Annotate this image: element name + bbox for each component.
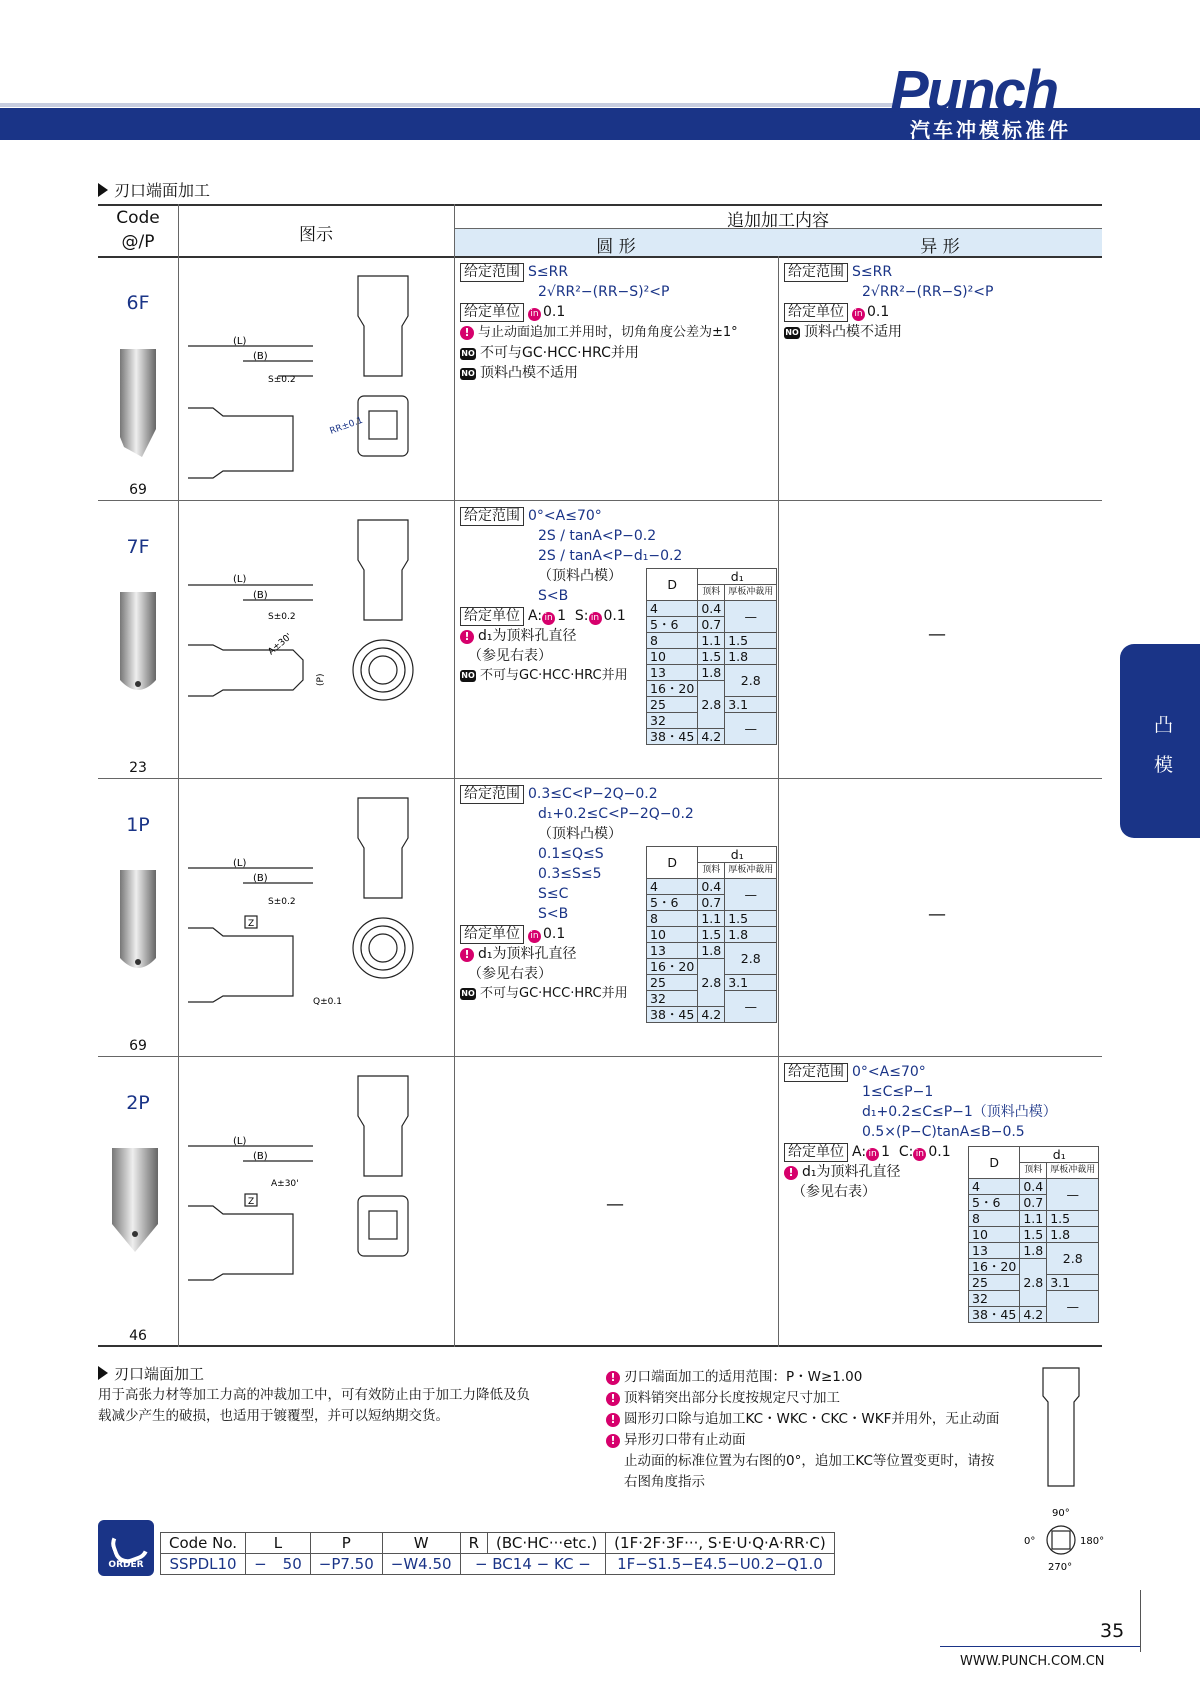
dim-label: (L) [233, 336, 247, 347]
drawing-6f [183, 266, 451, 498]
row-num: 46 [129, 1328, 147, 1344]
d1-header: D [969, 1147, 1020, 1179]
d1-table [968, 1146, 1099, 1323]
order-table [160, 1532, 835, 1575]
svg-text:S±0.2: S±0.2 [268, 612, 296, 622]
svg-text:(L): (L) [233, 574, 247, 585]
section-title: 刃口端面加工 [98, 178, 210, 201]
d1-row: 8 1.1 1.5 [647, 633, 777, 649]
cell-6f-round: 给定范围 S≤RR 2√RR²−(RR−S)²<P 给定单位 in 0.1 ! 与止动面追加工并用时，切角角度公差为±1° NO 不可与GC·HCC·HRC并用 NO 顶料凸模不适用 [461, 264, 738, 381]
d1-row: 16・20 2.8 [647, 681, 777, 697]
punch-photo [112, 1148, 162, 1258]
header-stripe [0, 103, 900, 107]
side-tab[interactable]: 凸 模 [1120, 644, 1200, 838]
d1-row: 13 1.8 2.8 [647, 943, 777, 959]
d1-row: 4 0.4 — [647, 601, 777, 617]
d1-row: 16・20 2.8 [647, 959, 777, 975]
d1-row: 16・20 2.8 [969, 1259, 1099, 1275]
table-rule [98, 1056, 1102, 1057]
svg-text:270°: 270° [1048, 1562, 1073, 1573]
d1-row: 8 1.1 1.5 [969, 1211, 1099, 1227]
row-code: 7F [126, 536, 150, 558]
d1-row: 38・45 4.2 [647, 1007, 777, 1023]
d1-header: 厚板冲裁用 [1047, 1163, 1099, 1179]
row-num: 69 [129, 1038, 147, 1054]
svg-text:(L): (L) [233, 1136, 247, 1147]
d1-header: 顶料 [1020, 1163, 1047, 1179]
table-rule [778, 228, 779, 1347]
drawing-2p [183, 1066, 451, 1342]
d1-header: D [647, 569, 698, 601]
empty-dash: — [928, 904, 946, 925]
mm-icon: in [852, 308, 865, 321]
d1-row: 38・45 4.2 [969, 1307, 1099, 1323]
d1-table [646, 846, 777, 1023]
d1-row: 32 — [647, 713, 777, 729]
cell-6f-shaped: 给定范围 S≤RR 2√RR²−(RR−S)²<P 给定单位 in 0.1 NO 顶料凸模不适用 [785, 264, 994, 340]
row-num: 23 [129, 760, 147, 776]
d1-header: D [647, 847, 698, 879]
order-header-row: Code No. L P W R (BC·HC···etc.) (1F·2F·3F···, S·E·U·Q·A·RR·C) [161, 1533, 835, 1554]
row-num: 69 [129, 482, 147, 498]
punch-photo [116, 349, 160, 459]
d1-row: 25 3.1 [969, 1275, 1099, 1291]
d1-row: 38・45 4.2 [647, 729, 777, 745]
col-round-header: 圆 形 [596, 237, 636, 257]
dim-label: S±0.2 [268, 375, 296, 385]
cell-7f-round: 给定范围 0°<A≤70° 2S / tanA<P−0.2 2S / tanA<P−d₁−0.2 （顶料凸模） S<B 给定单位 A: in 1 S: in 0.1 ! d₁为顶料孔直径 （参见右表） NO 不可与GC·HCC·HRC并用 [461, 508, 683, 683]
svg-text:(B): (B) [253, 590, 268, 601]
cell-2p-shaped: 给定范围 0°<A≤70° 1≤C≤P−1 d₁+0.2≤C≤P−1（顶料凸模） 0.5×(P−C)tanA≤B−0.5 给定单位 A: in 1 C: in 0.1 ! d₁为顶料孔直径 （参见右表） [784, 1062, 1100, 1202]
mm-icon: in [528, 308, 541, 321]
d1-header: d₁ [698, 847, 777, 863]
col-extra-header: 追加加工内容 [727, 211, 829, 231]
d1-row: 4 0.4 — [969, 1179, 1099, 1195]
d1-header: d₁ [1020, 1147, 1099, 1163]
d1-row: 4 0.4 — [647, 879, 777, 895]
d1-row: 32 — [969, 1291, 1099, 1307]
d1-row: 10 1.5 1.8 [647, 927, 777, 943]
triangle-icon [98, 183, 108, 197]
empty-dash: — [928, 624, 946, 645]
table-rule [454, 204, 455, 1347]
angle-diagram [1016, 1366, 1146, 1576]
d1-header: 顶料 [698, 863, 725, 879]
dim-label: (B) [253, 351, 268, 362]
svg-text:A±30': A±30' [266, 631, 295, 658]
brand-subtitle: 汽车冲模标准件 [910, 118, 1071, 142]
no-icon: NO [785, 328, 799, 337]
drawing-1p [183, 788, 451, 1048]
d1-row: 8 1.1 1.5 [647, 911, 777, 927]
svg-text:(B): (B) [253, 873, 268, 884]
svg-text:(L): (L) [233, 858, 247, 869]
svg-text:A±30': A±30' [271, 1179, 299, 1189]
d1-header: 厚板冲裁用 [725, 863, 777, 879]
footer-url[interactable]: WWW.PUNCH.COM.CN [960, 1654, 1105, 1669]
cell-1p-round: 给定范围 0.3≤C<P−2Q−0.2 d₁+0.2≤C<P−2Q−0.2 （顶料凸模） 0.1≤Q≤S 0.3≤S≤5 S≤C S<B 给定单位 in 0.1 ! d₁为顶料孔直径 （参见右表） NO 不可与GC·HCC·HRC并用 [461, 786, 694, 1001]
svg-text:Q±0.1: Q±0.1 [313, 997, 342, 1007]
d1-row: 5・6 0.7 [969, 1195, 1099, 1211]
d1-row: 32 — [647, 991, 777, 1007]
row-code: 2P [126, 1092, 150, 1114]
svg-text:(B): (B) [253, 1151, 268, 1162]
row-code: 6F [126, 292, 150, 314]
table-rule [178, 204, 179, 1347]
d1-row: 25 3.1 [647, 975, 777, 991]
d1-row: 13 1.8 2.8 [969, 1243, 1099, 1259]
col-code-header: Code @/P [116, 208, 160, 252]
order-value-row: SSPDL10 − 50 −P7.50 −W4.50 − BC14 − KC − 1F−S1.5−E4.5−U0.2−Q1.0 [161, 1554, 835, 1575]
dim-label: RR±0.1 [328, 415, 365, 437]
d1-header: 厚板冲裁用 [725, 585, 777, 601]
d1-header: 顶料 [698, 585, 725, 601]
d1-table [646, 568, 777, 745]
drawing-7f [183, 510, 451, 770]
order-icon[interactable]: ORDER [98, 1520, 154, 1576]
svg-text:Z: Z [248, 919, 255, 929]
svg-text:S±0.2: S±0.2 [268, 897, 296, 907]
footer-rule [940, 1646, 1140, 1647]
no-icon: NO [461, 369, 475, 378]
punch-photo [116, 592, 160, 702]
d1-row: 5・6 0.7 [647, 617, 777, 633]
punch-photo [116, 870, 160, 980]
d1-row: 5・6 0.7 [647, 895, 777, 911]
bottom-notes: ! 刃口端面加工的适用范围：P・W≥1.00 ! 顶料销突出部分长度按规定尺寸加工 ! 圆形刃口除与追加工KC・WKC・CKC・WKF并用外，无止动面 ! 异形刃口带有止动面 止动面的标准位置为右图的0°，追加工KC等位置变更时，请按 右图角度指示 [606, 1367, 1026, 1493]
d1-row: 10 1.5 1.8 [647, 649, 777, 665]
no-icon: NO [461, 349, 475, 358]
brand [880, 58, 1200, 140]
row-code: 1P [126, 814, 150, 836]
col-figure-header: 图示 [299, 225, 333, 245]
table-rule [98, 778, 1102, 779]
col-shaped-header: 异 形 [920, 237, 960, 257]
d1-header: d₁ [698, 569, 777, 585]
d1-row: 10 1.5 1.8 [969, 1227, 1099, 1243]
svg-text:Z: Z [248, 1197, 255, 1207]
svg-text:0°: 0° [1024, 1536, 1036, 1547]
svg-text:90°: 90° [1052, 1508, 1070, 1519]
d1-row: 25 3.1 [647, 697, 777, 713]
page-number: 35 [1100, 1620, 1125, 1642]
bottom-desc: 刃口端面加工 用于高张力材等加工力高的冲裁加工中，可有效防止由于加工力降低及负 载减少产生的破损，也适用于镀覆型，并可以短纳期交货。 [98, 1365, 530, 1424]
footer-rule [1140, 1590, 1141, 1652]
svg-text:180°: 180° [1080, 1536, 1105, 1547]
alert-icon: ! [460, 326, 474, 340]
empty-dash: — [606, 1194, 624, 1215]
table-rule [98, 500, 1102, 501]
table-border [98, 1345, 1102, 1347]
svg-text:(P): (P) [316, 673, 326, 686]
brand-logo: Punch [890, 59, 1058, 124]
d1-row: 13 1.8 2.8 [647, 665, 777, 681]
